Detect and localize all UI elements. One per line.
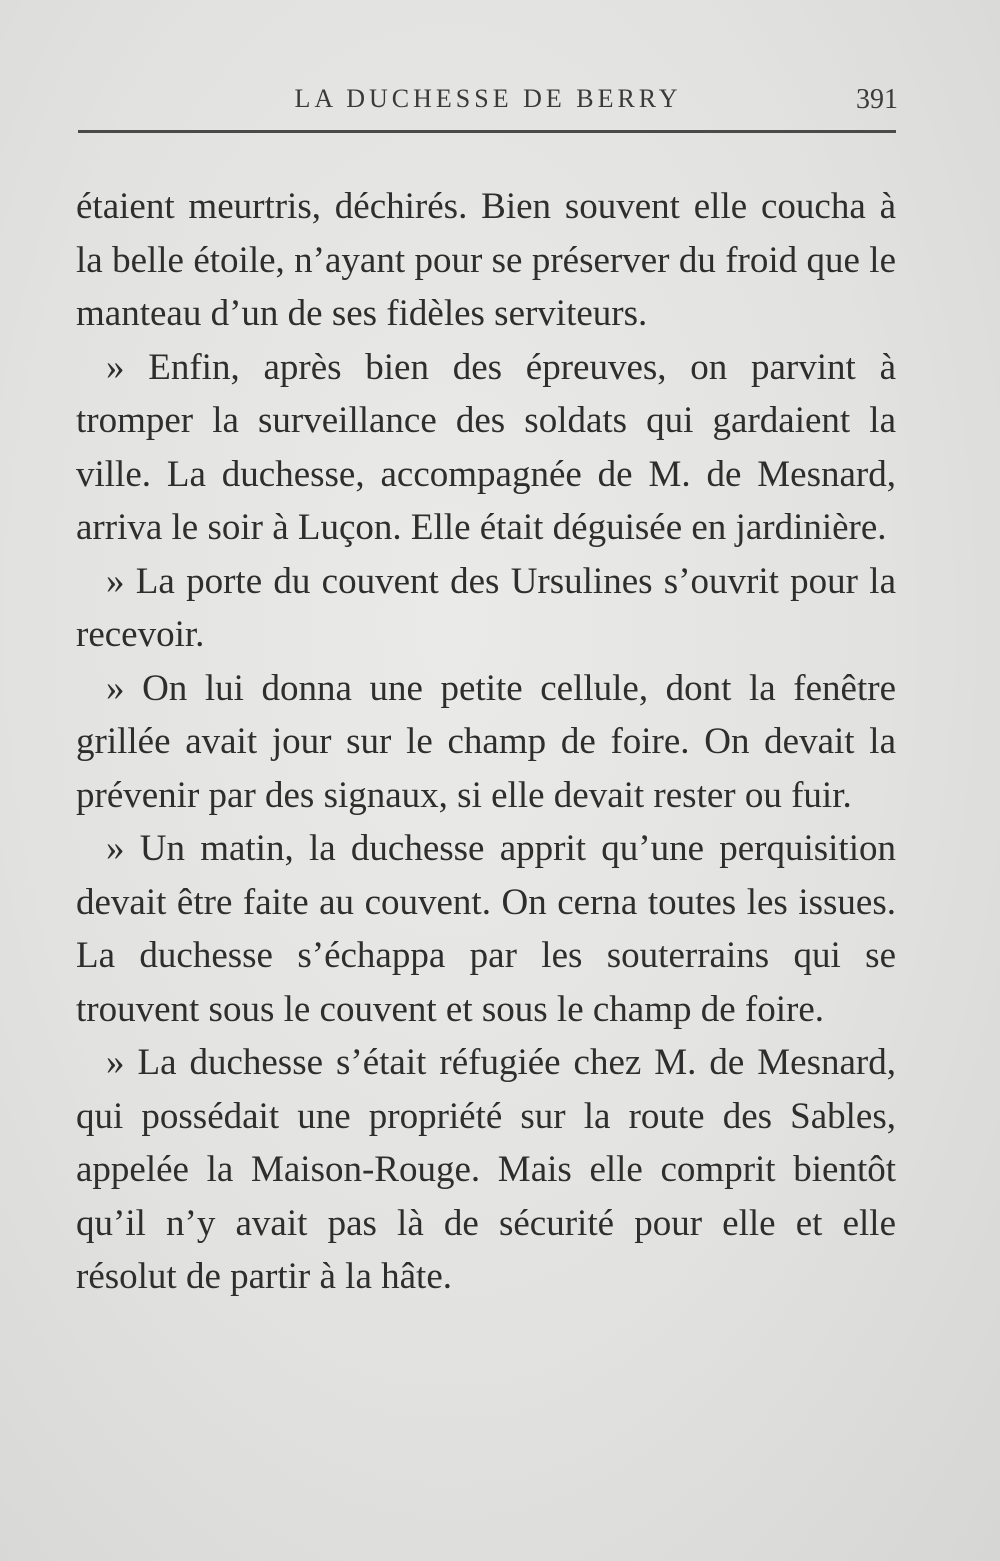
paragraph-3: » La porte du couvent des Ursulines s’ouvrit pour la recevoir. <box>76 560 896 655</box>
body-text <box>76 180 896 1304</box>
header-rule <box>78 130 896 133</box>
paragraph-4: » On lui donna une petite cellule, dont la fenêtre grillée avait jour sur le champ de foire. On devait la prévenir par des signaux, si elle devait rester ou fuir. <box>76 667 896 816</box>
running-title: LA DUCHESSE DE BERRY <box>294 84 682 113</box>
paragraph-2: » Enfin, après bien des épreuves, on parvint à tromper la surveillance des soldats qui gardaient la ville. La duchesse, accompagnée de M. de Mesnard, arriva le soir à Luçon. Elle était déguisée en jardinière. <box>76 346 896 548</box>
paragraph-6: » La duchesse s’était réfugiée chez M. de Mesnard, qui possédait une propriété sur la route des Sables, appelée la Maison-Rouge. Mais elle comprit bientôt qu’il n’y avait pas là de sécurité pour elle et elle résolut de partir à la hâte. <box>76 1042 896 1297</box>
running-head <box>78 84 898 124</box>
paragraph-5: » Un matin, la duchesse apprit qu’une perquisition devait être faite au couvent. On cerna toutes les issues. La duchesse s’échappa par les souterrains qui se trouvent sous le couvent et sous le champ de foire. <box>76 828 896 1030</box>
paragraph-1: étaient meurtris, déchirés. Bien souvent elle coucha à la belle étoile, n’ayant pour se préserver du froid que le manteau d’un de ses fidèles serviteurs. <box>76 186 896 334</box>
page-number: 391 <box>856 84 898 115</box>
